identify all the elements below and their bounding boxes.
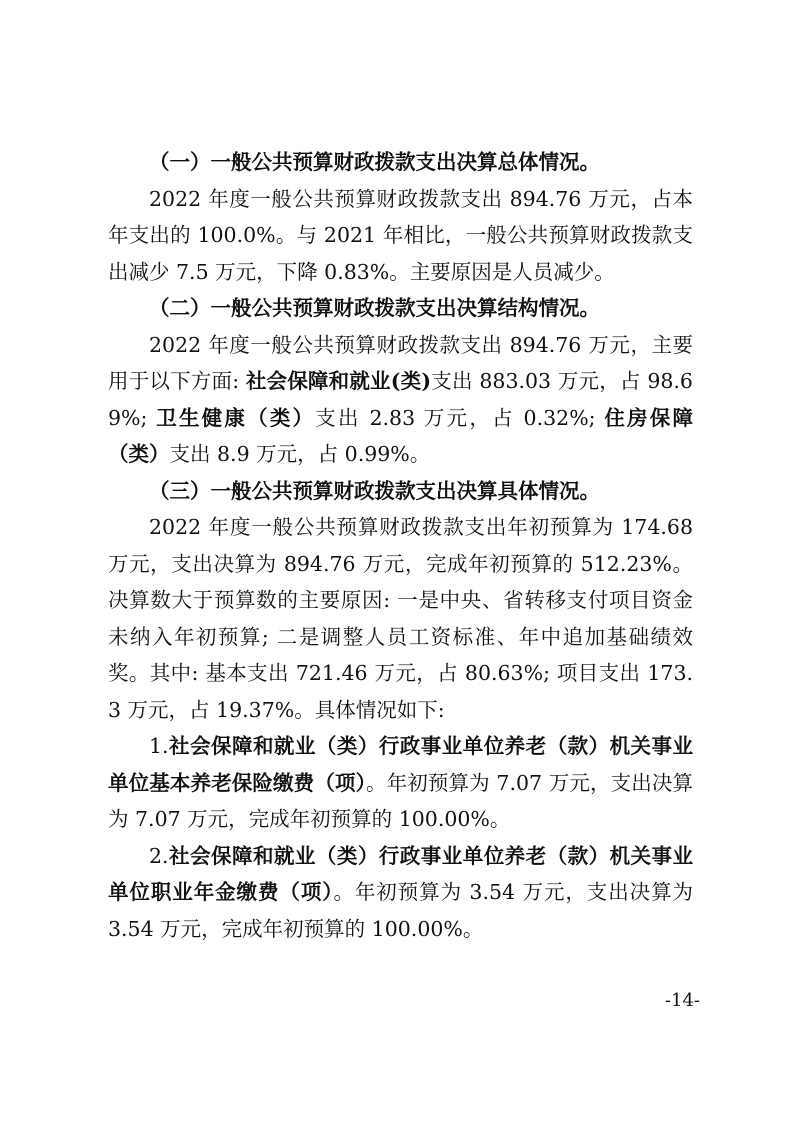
category-text-social-security: 支出 883.03 万元，占 98.69%; xyxy=(108,369,693,430)
category-label-housing: 住房保障（类） xyxy=(108,405,694,466)
category-label-social-security: 社会保障和就业(类) xyxy=(245,369,432,393)
section-paragraph-3: 2022 年度一般公共预算财政拨款支出年初预算为 174.68 万元，支出决算为 894.76 万元，完成年初预算的 512.23%。决算数大于预算数的主要原因: 一是中央、省转移支付项目资金未纳入年初预算; 二是调整人员工资标准、年中追加基础绩效奖。其中: 基本支出 721.46 万元，占 80.63%; 项目支出 173.3 万元，占 19.37%。具体情况如下: xyxy=(108,515,693,722)
category-text-health: 支出 2.83 万元，占 0.32%; xyxy=(315,405,605,430)
detail-item-2-number: 2. xyxy=(149,843,169,868)
section-heading-3: （三）一般公共预算财政拨款支出决算具体情况。 xyxy=(149,478,600,503)
section-paragraph-1: 2022 年度一般公共预算财政拨款支出 894.76 万元，占本年支出的 100.0%。与 2021 年相比，一般公共预算财政拨款支出减少 7.5 万元，下降 0.83%。主要原因是人员减少。 xyxy=(108,186,693,284)
paragraph-2-intro: 2022 年度一般公共预算财政拨款支出 894.76 万元，主要用于以下方面: xyxy=(108,332,693,393)
section-paragraph-2 xyxy=(108,327,693,473)
category-text-housing: 支出 8.9 万元，占 0.99%。 xyxy=(169,442,431,466)
detail-item-1-label: 社会保障和就业（类）行政事业单位养老（款）机关事业单位基本养老保险缴费（项） xyxy=(108,734,693,795)
detail-item-1-number: 1. xyxy=(149,734,169,758)
detail-item-1-text: 。年初预算为 7.07 万元，支出决算为 7.07 万元，完成年初预算的 100.00%。 xyxy=(108,770,693,831)
detail-item-2 xyxy=(108,838,693,948)
page-number: -14- xyxy=(664,990,700,1011)
detail-item-2-label: 社会保障和就业（类）行政事业单位养老（款）机关事业单位职业年金缴费（项） xyxy=(108,843,693,904)
category-label-health: 卫生健康（类） xyxy=(156,405,316,430)
detail-item-1 xyxy=(108,728,693,838)
section-heading-1: （一）一般公共预算财政拨款支出决算总体情况。 xyxy=(149,150,600,174)
document-body xyxy=(108,144,693,947)
section-heading-2: （二）一般公共预算财政拨款支出决算结构情况。 xyxy=(149,296,600,320)
detail-item-2-text: 。年初预算为 3.54 万元，支出决算为 3.54 万元，完成年初预算的 100.00%。 xyxy=(108,880,693,941)
